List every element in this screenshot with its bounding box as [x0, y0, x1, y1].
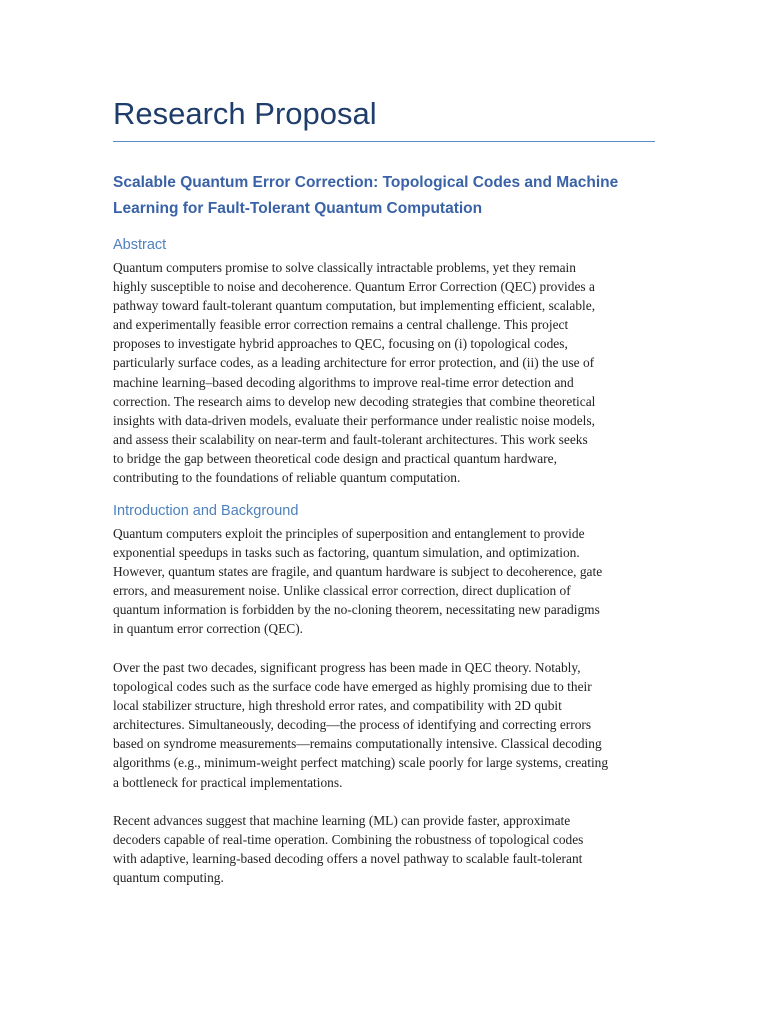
subtitle-line: Scalable Quantum Error Correction: Topological Codes and Machine	[113, 174, 619, 191]
text-line: decoders capable of real-time operation. Combining the robustness of topological codes	[113, 832, 584, 848]
text-line: Quantum computers promise to solve classically intractable problems, yet they remain	[113, 260, 576, 275]
text-line: Recent advances suggest that machine learning (ML) can provide faster, approximate	[113, 813, 571, 828]
text-line: exponential speedups in tasks such as factoring, quantum simulation, and optimization.	[113, 545, 580, 561]
document-content	[113, 94, 655, 886]
text-line: algorithms (e.g., minimum-weight perfect matching) scale poorly for large systems, creating	[113, 755, 609, 771]
subtitle-line: Learning for Fault-Tolerant Quantum Computation	[113, 200, 483, 217]
text-line: errors, and measurement noise. Unlike classical error correction, direct duplication of	[113, 583, 571, 599]
text-line: insights with data-driven models, evaluate their performance under realistic noise models,	[113, 412, 595, 428]
text-line: highly susceptible to noise and decoherence. Quantum Error Correction (QEC) provides a	[113, 279, 595, 295]
text-line: architectures. Simultaneously, decoding—the process of identifying and correcting errors	[113, 717, 592, 733]
text-line: correction. The research aims to develop new decoding strategies that combine theoretical	[113, 393, 596, 409]
introduction-paragraph	[113, 811, 653, 887]
text-line: machine learning–based decoding algorithms to improve real-time error detection and	[113, 374, 574, 390]
text-line: local stabilizer structure, high threshold error rates, and compatibility with 2D qubit	[113, 698, 562, 714]
section-heading-introduction: Introduction and Background	[113, 503, 299, 519]
abstract-paragraph	[113, 258, 653, 487]
introduction-paragraph	[113, 658, 653, 792]
text-line: with adaptive, learning-based decoding offers a novel pathway to scalable fault-tolerant	[113, 851, 583, 867]
text-line: a bottleneck for practical implementations.	[113, 774, 343, 790]
section-heading-abstract: Abstract	[113, 237, 167, 253]
document-title: Research Proposal	[113, 94, 655, 142]
text-line: quantum information is forbidden by the no-cloning theorem, necessitating new paradigms	[113, 602, 600, 618]
text-line: topological codes such as the surface code have emerged as highly promising due to their	[113, 679, 592, 695]
text-line: contributing to the foundations of reliable quantum computation.	[113, 470, 461, 486]
text-line: However, quantum states are fragile, and quantum hardware is subject to decoherence, gate	[113, 564, 603, 580]
text-line: Quantum computers exploit the principles of superposition and entanglement to provide	[113, 526, 585, 541]
text-line: and experimentally feasible error correction remains a central challenge. This project	[113, 317, 569, 333]
text-line: Over the past two decades, significant progress has been made in QEC theory. Notably,	[113, 660, 581, 675]
proposal-subtitle	[113, 170, 633, 222]
text-line: and assess their scalability on near-term and fault-tolerant architectures. This work seeks	[113, 431, 588, 447]
text-line: particularly surface codes, as a leading architecture for error protection, and (ii) the use of	[113, 355, 595, 371]
text-line: in quantum error correction (QEC).	[113, 621, 304, 637]
text-line: proposes to investigate hybrid approaches to QEC, focusing on (i) topological codes,	[113, 336, 568, 352]
introduction-paragraph	[113, 524, 653, 639]
text-line: quantum computing.	[113, 870, 224, 886]
text-line: based on syndrome measurements—remains computationally intensive. Classical decoding	[113, 736, 602, 752]
text-line: to bridge the gap between theoretical code design and practical quantum hardware,	[113, 450, 557, 466]
text-line: pathway toward fault-tolerant quantum computation, but implementing efficient, scalable,	[113, 298, 596, 314]
